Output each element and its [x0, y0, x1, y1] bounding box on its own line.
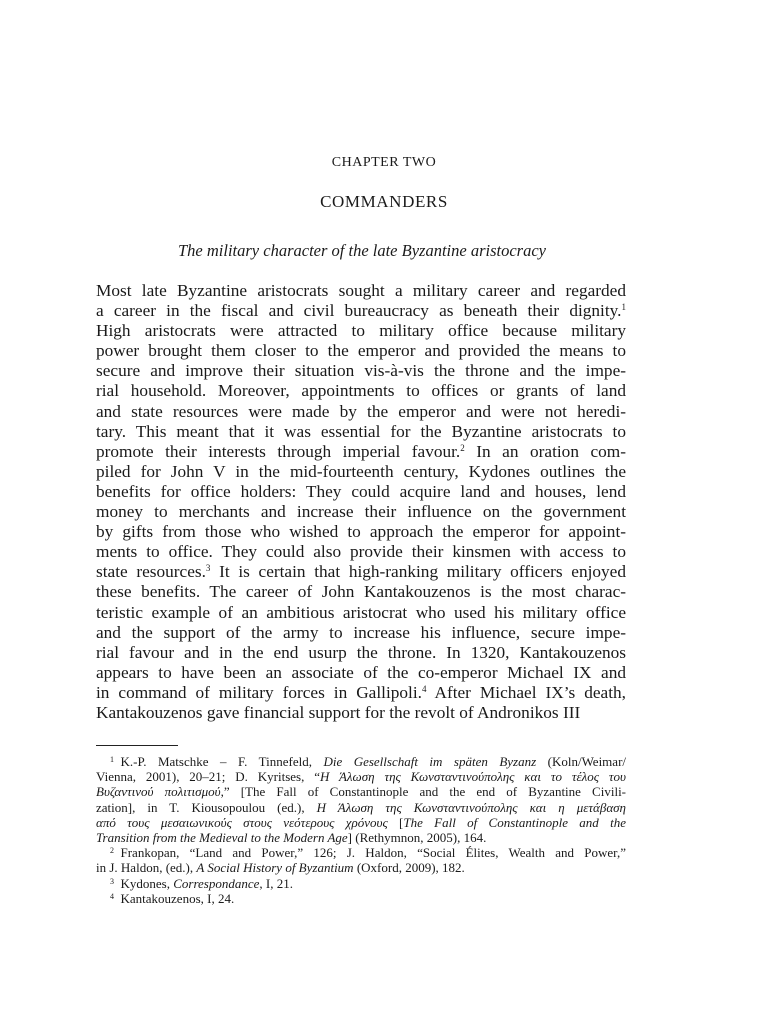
body-line-text: and state resources were made by the emperor and were not heredi-: [96, 401, 626, 421]
body-line: [96, 321, 626, 341]
footnote-line: [96, 769, 626, 784]
footnote-line: [96, 800, 626, 815]
body-line-text: ments to office. They could also provide their kinsmen with access to: [96, 542, 626, 562]
body-line: [96, 381, 626, 401]
body-line-text: promote their interests through imperial favour.: [96, 441, 461, 461]
body-line: [96, 562, 626, 582]
body-line-text: rial household. Moreover, appointments to offices or grants of land: [96, 381, 626, 401]
body-line-text: Most late Byzantine aristocrats sought a military career and regarded: [96, 281, 626, 300]
footnote-marker[interactable]: 1: [621, 302, 626, 313]
footnote-text: zation], in T. Kiousopoulou (ed.),: [96, 799, 317, 815]
footnote-text: ] (Rethymnon, 2005), 164.: [347, 829, 487, 845]
footnote-line: [96, 754, 626, 769]
footnote-line: [96, 891, 626, 906]
footnote-line: [96, 784, 626, 799]
chapter-label: CHAPTER TWO: [331, 155, 437, 170]
body-line-text: in command of military forces in Gallipoli.: [96, 682, 422, 702]
footnote-text: Kydones,: [120, 875, 174, 891]
body-line-text: secure and improve their situation vis-à-vis the throne and the impe-: [96, 361, 626, 381]
body-line-text: In an oration com-: [464, 441, 626, 461]
footnote-number: 2: [110, 846, 114, 856]
footnote-text: Vienna, 2001), 20–21; D. Kyritses, “: [96, 769, 320, 785]
chapter-title: COMMANDERS: [320, 192, 448, 211]
body-line: [96, 361, 626, 381]
body-line-text: Kantakouzenos gave financial support for the revolt of Andronikos III: [96, 702, 581, 722]
footnote-line: [96, 845, 626, 860]
footnote-title: Die Gesellschaft im späten Byzanz: [323, 754, 537, 769]
body-line: [96, 462, 626, 482]
footnote-title: Correspondance: [173, 875, 260, 891]
footnote-divider: [96, 745, 178, 746]
footnote-text: (Oxford, 2009), 182.: [353, 860, 465, 876]
body-text: [96, 281, 626, 723]
body-line-text: these benefits. The career of John Kantakouzenos is the most charac-: [96, 582, 626, 602]
body-line-text: appears to have been an associate of the co-emperor Michael IX and: [96, 662, 626, 682]
body-line: [96, 402, 626, 422]
footnote-text: ,” [The Fall of Constantinople and the end of Byzantine Civili-: [220, 784, 627, 800]
footnote-title: Η Άλωση της Κωνσταντινούπολης και το τέλος του: [319, 769, 626, 785]
body-line: [96, 623, 626, 643]
body-line: [96, 703, 626, 723]
footnotes: [96, 754, 626, 906]
footnote-line: [96, 876, 626, 891]
footnote-title: Η Άλωση της Κωνσταντινούπολης και η μετάβαση: [316, 799, 626, 815]
body-line: [96, 663, 626, 683]
body-line: [96, 582, 626, 602]
body-line-text: money to merchants and increase their influence on the government: [96, 502, 626, 522]
body-line-text: After Michael IX’s death,: [426, 682, 626, 702]
footnote-title: The Fall of Constantinople and the: [403, 814, 626, 830]
body-line: [96, 482, 626, 502]
footnote-text: Frankopan, “Land and Power,” 126; J. Haldon, “Social Élites, Wealth and Power,”: [120, 845, 626, 861]
body-line: [96, 301, 626, 321]
body-line: [96, 522, 626, 542]
footnote-marker[interactable]: 4: [421, 683, 427, 694]
footnote-title: από τους μεσαιωνικούς στους νεότερους χρόνους: [96, 814, 388, 830]
body-line-text: piled for John V in the mid-fourteenth century, Kydones outlines the: [96, 461, 626, 481]
body-line-text: benefits for office holders: They could acquire land and houses, lend: [96, 481, 626, 501]
footnote-marker[interactable]: 3: [205, 563, 211, 574]
footnote-text: , I, 21.: [259, 875, 293, 891]
footnote-text: K.-P. Matschke – F. Tinnefeld,: [120, 754, 324, 769]
body-line: [96, 442, 626, 462]
body-line: [96, 603, 626, 623]
body-line-text: tary. This meant that it was essential for the Byzantine aristocrats to: [96, 421, 626, 441]
body-line: [96, 422, 626, 442]
body-line-text: It is certain that high-ranking military officers enjoyed: [210, 562, 626, 582]
footnote-line: [96, 815, 626, 830]
footnote-title: Transition from the Medieval to the Modern Age: [96, 829, 348, 845]
body-line-text: a career in the fiscal and civil bureaucracy as beneath their dignity.: [96, 301, 622, 321]
body-line: [96, 643, 626, 663]
body-line-text: rial favour and in the end usurp the throne. In 1320, Kantakouzenos: [96, 642, 626, 662]
body-line: [96, 683, 626, 703]
footnote-title: Βυζαντινού πολιτισμού: [96, 784, 221, 800]
body-line-text: state resources.: [96, 562, 206, 582]
footnote-text: (Koln/Weimar/: [536, 754, 627, 769]
body-line: [96, 281, 626, 301]
footnote-marker[interactable]: 2: [460, 442, 465, 453]
body-line-text: by gifts from those who wished to approach the emperor for appoint-: [96, 522, 626, 542]
footnote-line: [96, 830, 626, 845]
body-line: [96, 341, 626, 361]
body-line: [96, 502, 626, 522]
footnote-line: [96, 860, 626, 875]
body-line-text: and the support of the army to increase his influence, secure impe-: [96, 622, 626, 642]
body-line: [96, 542, 626, 562]
footnote-text: Kantakouzenos, I, 24.: [120, 890, 235, 906]
section-title: The military character of the late Byzantine aristocracy: [178, 241, 546, 260]
footnote-number: 3: [110, 876, 114, 886]
body-line-text: teristic example of an ambitious aristocrat who used his military office: [96, 602, 626, 622]
footnote-number: 4: [110, 891, 114, 901]
footnote-title: A Social History of Byzantium: [196, 860, 354, 876]
footnote-text: [: [387, 814, 404, 830]
body-line-text: High aristocrats were attracted to military office because military: [96, 321, 626, 341]
footnote-number: 1: [110, 755, 114, 764]
body-line-text: power brought them closer to the emperor and provided the means to: [96, 341, 626, 361]
footnote-text: in J. Haldon, (ed.),: [96, 860, 197, 876]
